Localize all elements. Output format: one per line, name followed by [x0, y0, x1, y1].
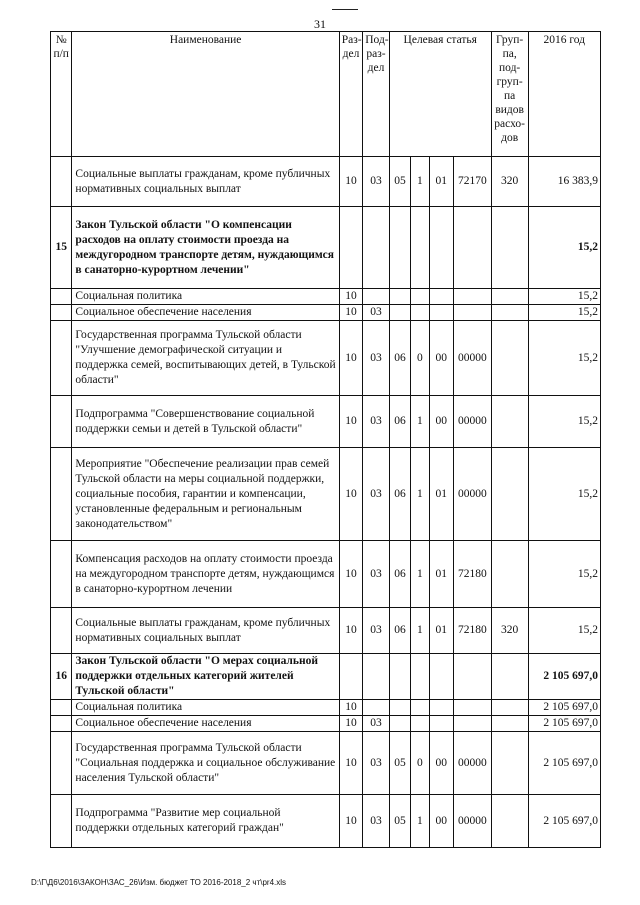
target-event-cell [429, 654, 453, 700]
row-name: Государственная программа Тульской области "Улучшение демографической ситуации и поддержка семей, воспитывающих детей, в Тульской области" [72, 321, 339, 396]
row-name: Государственная программа Тульской области "Социальная поддержка и социальное обслуживание населения Тульской области" [72, 732, 339, 795]
target-program-cell: 06 [389, 321, 410, 396]
target-program-cell: 06 [389, 448, 410, 541]
podrazdel-cell [363, 207, 390, 289]
expense-group-cell [491, 321, 528, 396]
target-subprogram-cell [411, 700, 429, 716]
budget-table [50, 31, 601, 848]
target-event-cell: 00 [429, 321, 453, 396]
target-subprogram-cell: 1 [411, 448, 429, 541]
expense-group-cell [491, 396, 528, 448]
target-program-cell: 05 [389, 795, 410, 848]
target-subprogram-cell [411, 716, 429, 732]
amount-cell: 15,2 [528, 305, 601, 321]
target-subprogram-cell: 1 [411, 608, 429, 654]
row-name: Социальная политика [72, 700, 339, 716]
header-num: № п/п [51, 32, 72, 157]
amount-cell: 15,2 [528, 608, 601, 654]
target-event-cell: 01 [429, 157, 453, 207]
target-program-cell: 06 [389, 396, 410, 448]
expense-group-cell [491, 541, 528, 608]
target-direction-cell: 00000 [454, 321, 492, 396]
target-program-cell: 05 [389, 157, 410, 207]
razdel-cell: 10 [339, 321, 362, 396]
target-subprogram-cell: 1 [411, 795, 429, 848]
table-row [51, 305, 601, 321]
target-program-cell [389, 289, 410, 305]
row-name: Социальное обеспечение населения [72, 716, 339, 732]
expense-group-cell [491, 305, 528, 321]
podrazdel-cell [363, 289, 390, 305]
header-group: Груп-па, под-груп-па видов расхо-дов [491, 32, 528, 157]
row-name: Закон Тульской области "О мерах социальной поддержки отдельных категорий жителей Тульской области" [72, 654, 339, 700]
top-line [332, 9, 358, 10]
row-number [51, 305, 72, 321]
razdel-cell: 10 [339, 157, 362, 207]
table-row [51, 716, 601, 732]
table-row [51, 289, 601, 305]
expense-group-cell [491, 654, 528, 700]
table-row [51, 321, 601, 396]
podrazdel-cell: 03 [363, 157, 390, 207]
podrazdel-cell: 03 [363, 541, 390, 608]
target-event-cell [429, 207, 453, 289]
target-subprogram-cell [411, 289, 429, 305]
row-number: 16 [51, 654, 72, 700]
row-number [51, 541, 72, 608]
target-subprogram-cell: 1 [411, 541, 429, 608]
razdel-cell: 10 [339, 541, 362, 608]
target-event-cell: 01 [429, 608, 453, 654]
row-number [51, 732, 72, 795]
target-event-cell: 01 [429, 541, 453, 608]
razdel-cell: 10 [339, 448, 362, 541]
target-direction-cell [454, 289, 492, 305]
row-number [51, 396, 72, 448]
target-direction-cell: 72180 [454, 541, 492, 608]
amount-cell: 15,2 [528, 396, 601, 448]
target-event-cell [429, 305, 453, 321]
amount-cell: 15,2 [528, 448, 601, 541]
razdel-cell: 10 [339, 608, 362, 654]
target-subprogram-cell [411, 654, 429, 700]
amount-cell: 2 105 697,0 [528, 716, 601, 732]
target-program-cell [389, 654, 410, 700]
target-direction-cell: 00000 [454, 795, 492, 848]
row-name: Мероприятие "Обеспечение реализации прав семей Тульской области на меры социальной поддержки, социальные пособия, гарантии и компенсации, установленные федеральным и региональным законодательством" [72, 448, 339, 541]
amount-cell: 2 105 697,0 [528, 700, 601, 716]
target-program-cell [389, 207, 410, 289]
row-number [51, 795, 72, 848]
amount-cell: 2 105 697,0 [528, 732, 601, 795]
amount-cell: 15,2 [528, 321, 601, 396]
row-number [51, 448, 72, 541]
podrazdel-cell [363, 654, 390, 700]
amount-cell: 15,2 [528, 541, 601, 608]
expense-group-cell: 320 [491, 608, 528, 654]
table-header [51, 32, 601, 157]
target-direction-cell [454, 716, 492, 732]
target-direction-cell [454, 700, 492, 716]
podrazdel-cell: 03 [363, 448, 390, 541]
header-year: 2016 год [528, 32, 601, 157]
razdel-cell: 10 [339, 396, 362, 448]
target-direction-cell: 72170 [454, 157, 492, 207]
amount-cell: 2 105 697,0 [528, 795, 601, 848]
razdel-cell: 10 [339, 732, 362, 795]
row-name: Социальные выплаты гражданам, кроме публичных нормативных социальных выплат [72, 608, 339, 654]
row-name: Социальное обеспечение населения [72, 305, 339, 321]
expense-group-cell [491, 448, 528, 541]
target-event-cell: 00 [429, 795, 453, 848]
expense-group-cell [491, 732, 528, 795]
table-row [51, 396, 601, 448]
amount-cell: 16 383,9 [528, 157, 601, 207]
target-event-cell: 01 [429, 448, 453, 541]
target-program-cell: 06 [389, 541, 410, 608]
podrazdel-cell: 03 [363, 305, 390, 321]
target-direction-cell: 72180 [454, 608, 492, 654]
table-row [51, 608, 601, 654]
row-number: 15 [51, 207, 72, 289]
table-row [51, 654, 601, 700]
podrazdel-cell: 03 [363, 795, 390, 848]
target-event-cell [429, 289, 453, 305]
row-number [51, 716, 72, 732]
expense-group-cell: 320 [491, 157, 528, 207]
header-razdel: Раз-дел [339, 32, 362, 157]
target-direction-cell: 00000 [454, 448, 492, 541]
target-direction-cell: 00000 [454, 396, 492, 448]
row-number [51, 700, 72, 716]
expense-group-cell [491, 289, 528, 305]
expense-group-cell [491, 700, 528, 716]
target-direction-cell [454, 305, 492, 321]
table-row [51, 795, 601, 848]
row-number [51, 608, 72, 654]
header-target: Целевая статья [389, 32, 491, 157]
target-program-cell [389, 305, 410, 321]
header-podrazdel: Под-раз-дел [363, 32, 390, 157]
table-row [51, 541, 601, 608]
file-path-footer: D:\Г\Д6\2016\ЗАКОН\ЗАС_26\Изм. бюджет ТО 2016-2018_2 чт\pr4.xls [31, 878, 287, 887]
target-subprogram-cell: 0 [411, 732, 429, 795]
target-event-cell: 00 [429, 396, 453, 448]
row-name: Социальные выплаты гражданам, кроме публичных нормативных социальных выплат [72, 157, 339, 207]
amount-cell: 15,2 [528, 289, 601, 305]
row-name: Социальная политика [72, 289, 339, 305]
razdel-cell [339, 654, 362, 700]
razdel-cell: 10 [339, 305, 362, 321]
row-name: Закон Тульской области "О компенсации расходов на оплату стоимости проезда на междугородном транспорте детям, нуждающимся в санаторно-курортном лечении" [72, 207, 339, 289]
podrazdel-cell: 03 [363, 608, 390, 654]
row-number [51, 157, 72, 207]
expense-group-cell [491, 207, 528, 289]
razdel-cell: 10 [339, 716, 362, 732]
target-subprogram-cell: 1 [411, 396, 429, 448]
podrazdel-cell: 03 [363, 716, 390, 732]
target-program-cell [389, 700, 410, 716]
target-subprogram-cell: 0 [411, 321, 429, 396]
expense-group-cell [491, 716, 528, 732]
table-row [51, 157, 601, 207]
table-row [51, 207, 601, 289]
header-name: Наименование [72, 32, 339, 157]
target-event-cell [429, 716, 453, 732]
razdel-cell [339, 207, 362, 289]
row-number [51, 321, 72, 396]
razdel-cell: 10 [339, 795, 362, 848]
row-name: Компенсация расходов на оплату стоимости проезда на междугородном транспорте детям, нуждающимся в санаторно-курортном лечении [72, 541, 339, 608]
target-direction-cell [454, 654, 492, 700]
target-event-cell: 00 [429, 732, 453, 795]
expense-group-cell [491, 795, 528, 848]
amount-cell: 2 105 697,0 [528, 654, 601, 700]
target-program-cell [389, 716, 410, 732]
target-subprogram-cell [411, 207, 429, 289]
table-row [51, 448, 601, 541]
podrazdel-cell [363, 700, 390, 716]
row-name: Подпрограмма "Развитие мер социальной поддержки отдельных категорий граждан" [72, 795, 339, 848]
table-row [51, 700, 601, 716]
page-number: 31 [314, 17, 326, 31]
razdel-cell: 10 [339, 700, 362, 716]
table-row [51, 732, 601, 795]
target-direction-cell: 00000 [454, 732, 492, 795]
razdel-cell: 10 [339, 289, 362, 305]
target-direction-cell [454, 207, 492, 289]
amount-cell: 15,2 [528, 207, 601, 289]
target-event-cell [429, 700, 453, 716]
target-program-cell: 05 [389, 732, 410, 795]
row-number [51, 289, 72, 305]
podrazdel-cell: 03 [363, 321, 390, 396]
target-subprogram-cell [411, 305, 429, 321]
row-name: Подпрограмма "Совершенствование социальной поддержки семьи и детей в Тульской области" [72, 396, 339, 448]
target-subprogram-cell: 1 [411, 157, 429, 207]
podrazdel-cell: 03 [363, 732, 390, 795]
target-program-cell: 06 [389, 608, 410, 654]
podrazdel-cell: 03 [363, 396, 390, 448]
